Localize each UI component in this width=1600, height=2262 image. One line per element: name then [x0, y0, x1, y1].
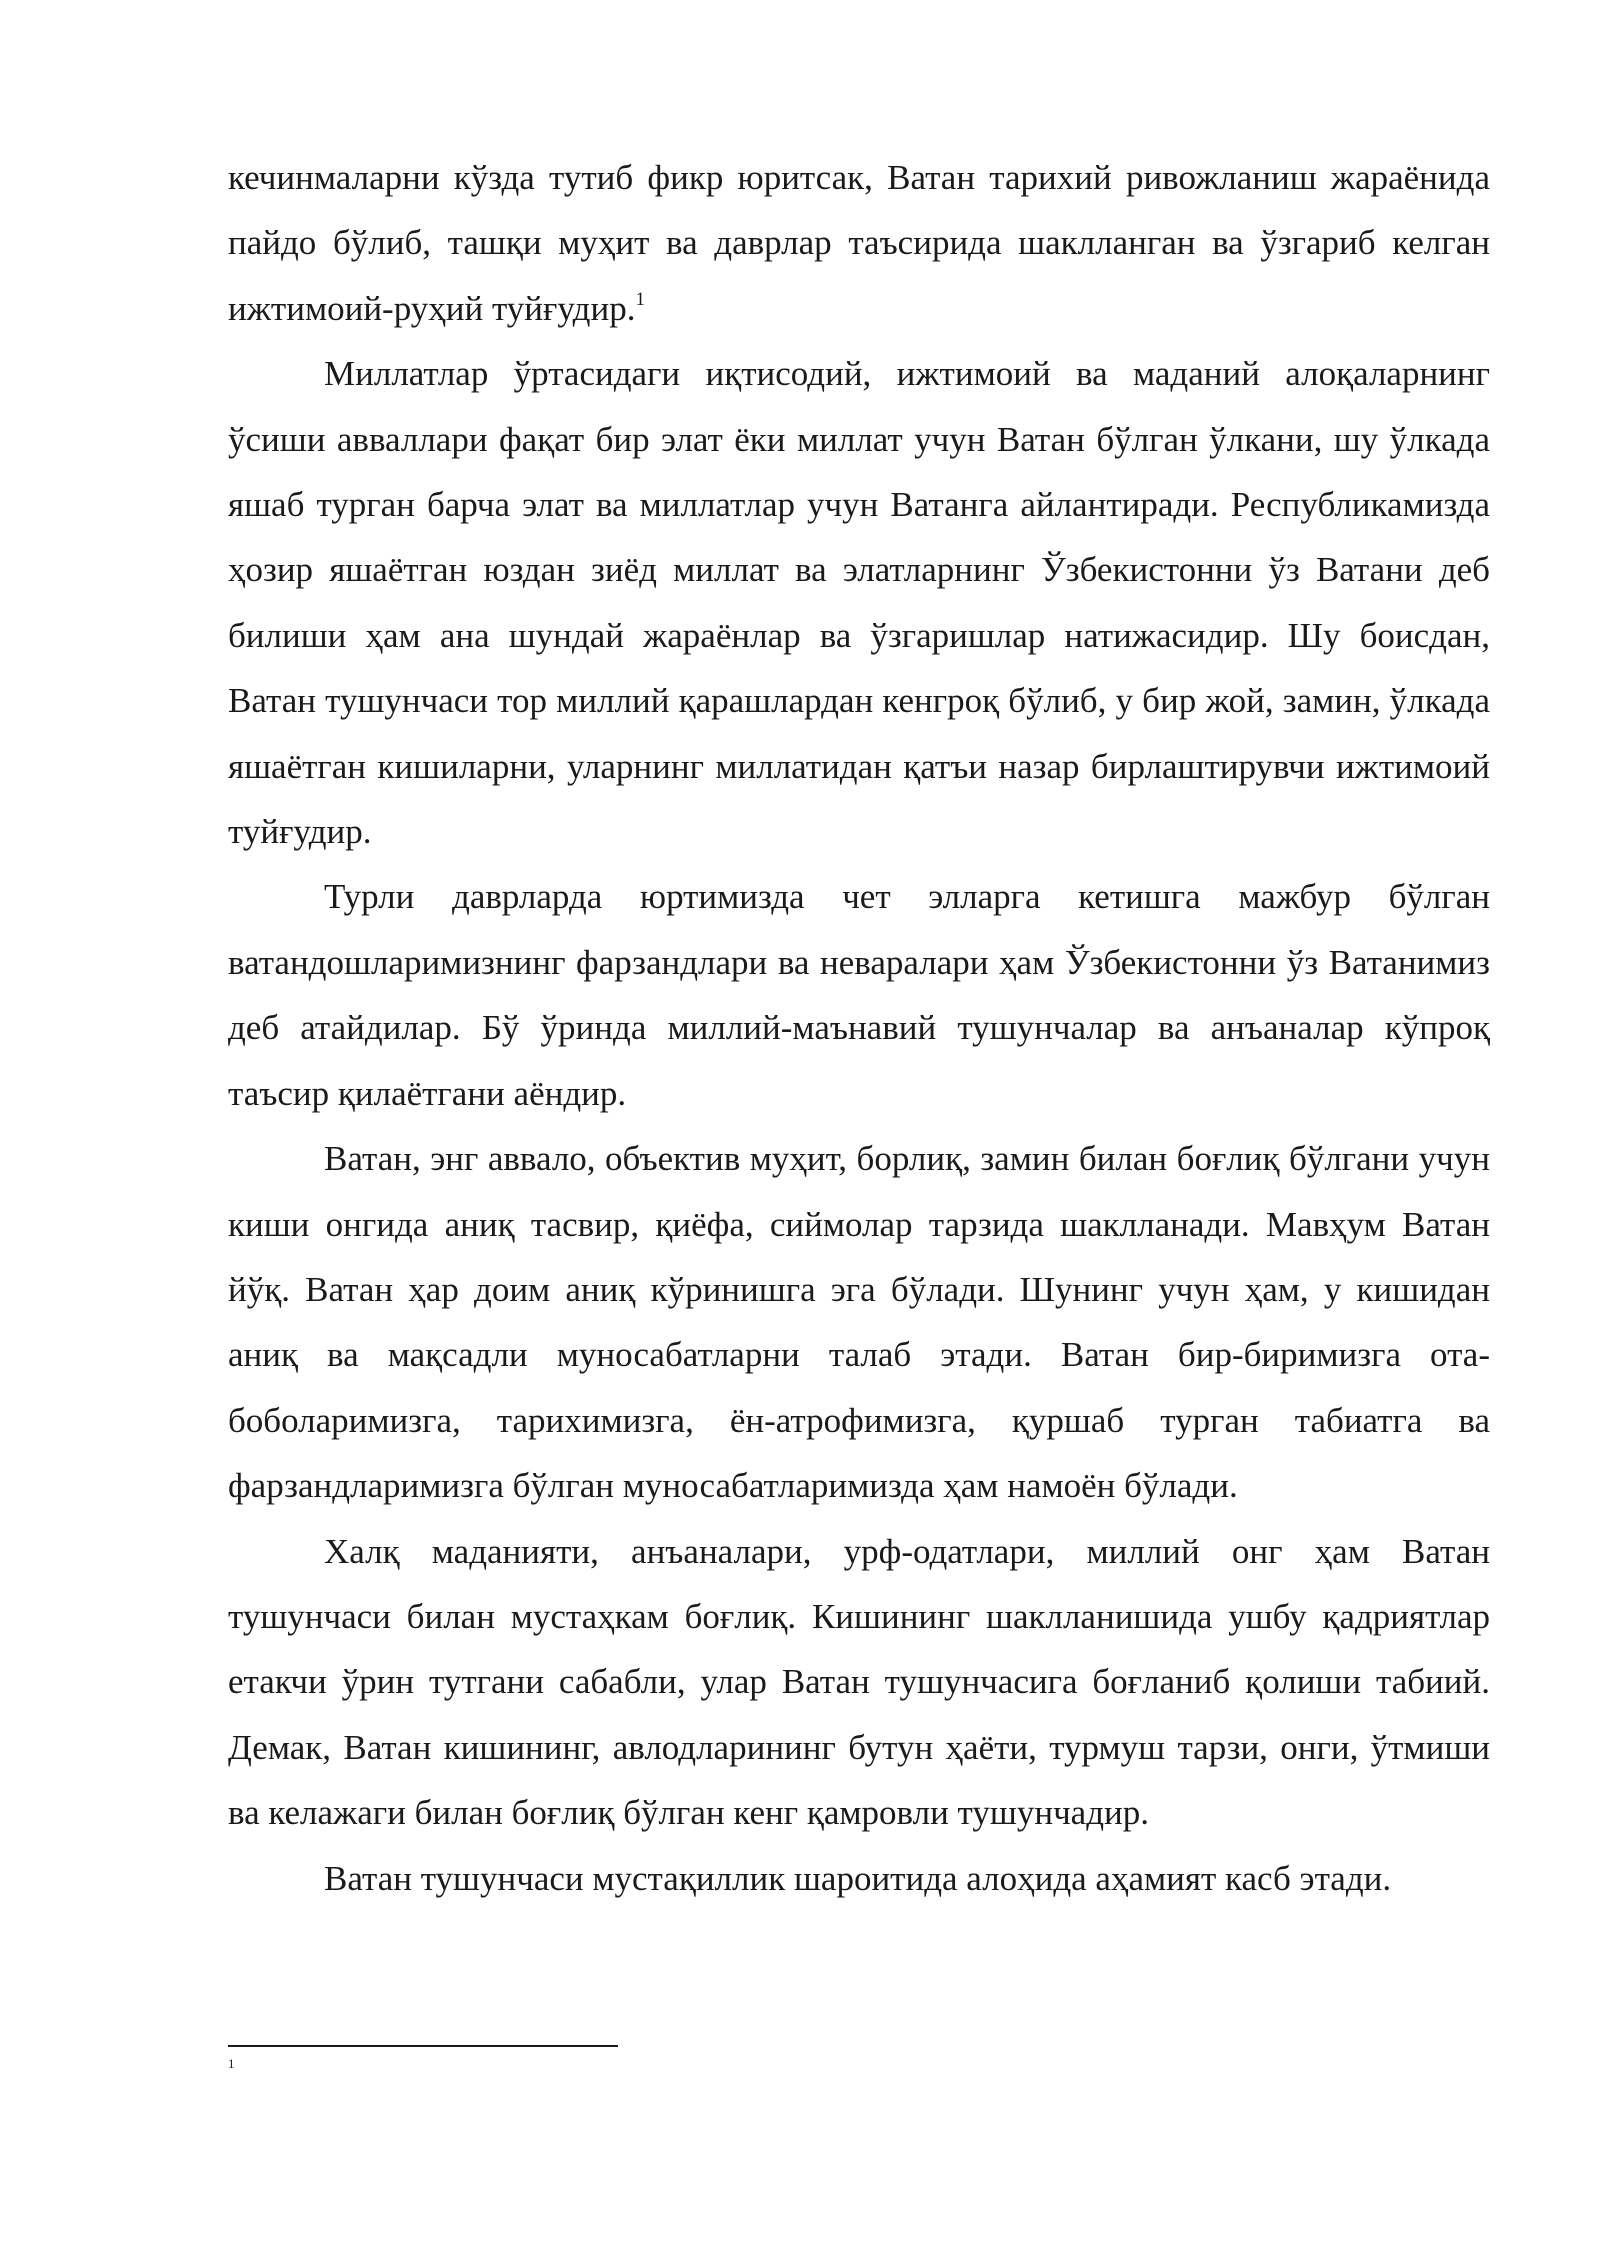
paragraph-5: Халқ маданияти, анъаналари, урф-одатлари, миллий онг ҳам Ватан тушунчаси билан мустаҳкам боғлиқ. Кишининг шаклланишида ушбу қадриятлар етакчи ўрин тутгани сабабли, улар Ватан тушунчасига боғланиб қолиши табиий. Демак, Ватан кишининг, авлодларининг бутун ҳаёти, турмуш тарзи, онги, ўтмиши ва келажаги билан боғлиқ бўлган кенг қамровли тушунчадир. — [228, 1531, 1490, 1833]
paragraph-3: Турли даврларда юртимизда чет элларга кетишга мажбур бўлган ватандошларимизнинг фарзандлари ва неваралари ҳам Ўзбекистонни ўз Ватанимиз деб атайдилар. Бў ўринда миллий-маънавий тушунчалар ва анъаналар кўпроқ таъсир қилаётгани аёндир. — [228, 877, 1490, 1113]
paragraph-2: Миллатлар ўртасидаги иқтисодий, ижтимоий ва маданий алоқаларнинг ўсиши авваллари фақат бир элат ёки миллат учун Ватан бўлган ўлкани, шу ўлкада яшаб турган барча элат ва миллатлар учун Ватанга айлантиради. Республикамизда ҳозир яшаётган юздан зиёд миллат ва элатларнинг Ўзбекистонни ўз Ватани деб билиши ҳам ана шундай жараёнлар ва ўзгаришлар натижасидир. Шу боисдан, Ватан тушунчаси тор миллий қарашлардан кенгроқ бўлиб, у бир жой, замин, ўлкада яшаётган кишиларни, уларнинг миллатидан қатъи назар бирлаштирувчи ижтимоий туйғудир. — [228, 354, 1490, 852]
paragraph-1 — [228, 145, 1490, 341]
paragraph-1-text: кечинмаларни кўзда тутиб фикр юритсак, Ватан тарихий ривожланиш жараёнида пайдо бўлиб, ташқи муҳит ва даврлар таъсирида шаклланган ва ўзгариб келган ижтимоий-руҳий туйғудир. — [228, 158, 1490, 328]
document-body — [228, 145, 1490, 1911]
footnote-number: 1 — [228, 2056, 235, 2071]
paragraph-6: Ватан тушунчаси мустақиллик шароитида алоҳида аҳамият касб этади. — [324, 1858, 1392, 1898]
footnote-reference[interactable]: 1 — [635, 288, 645, 310]
footnote-separator — [228, 2045, 618, 2047]
paragraph-4: Ватан, энг аввало, объектив муҳит, борлиқ, замин билан боғлиқ бўлгани учун киши онгида аниқ тасвир, қиёфа, сиймолар тарзида шаклланади. Мавҳум Ватан йўқ. Ватан ҳар доим аниқ кўринишга эга бўлади. Шунинг учун ҳам, у кишидан аниқ ва мақсадли муносабатларни талаб этади. Ватан бир-биримизга ота-боболаримизга, тарихимизга, ён-атрофимизга, қуршаб турган табиатга ва фарзандларимизга бўлган муносабатларимизда ҳам намоён бўлади. — [228, 1139, 1490, 1506]
